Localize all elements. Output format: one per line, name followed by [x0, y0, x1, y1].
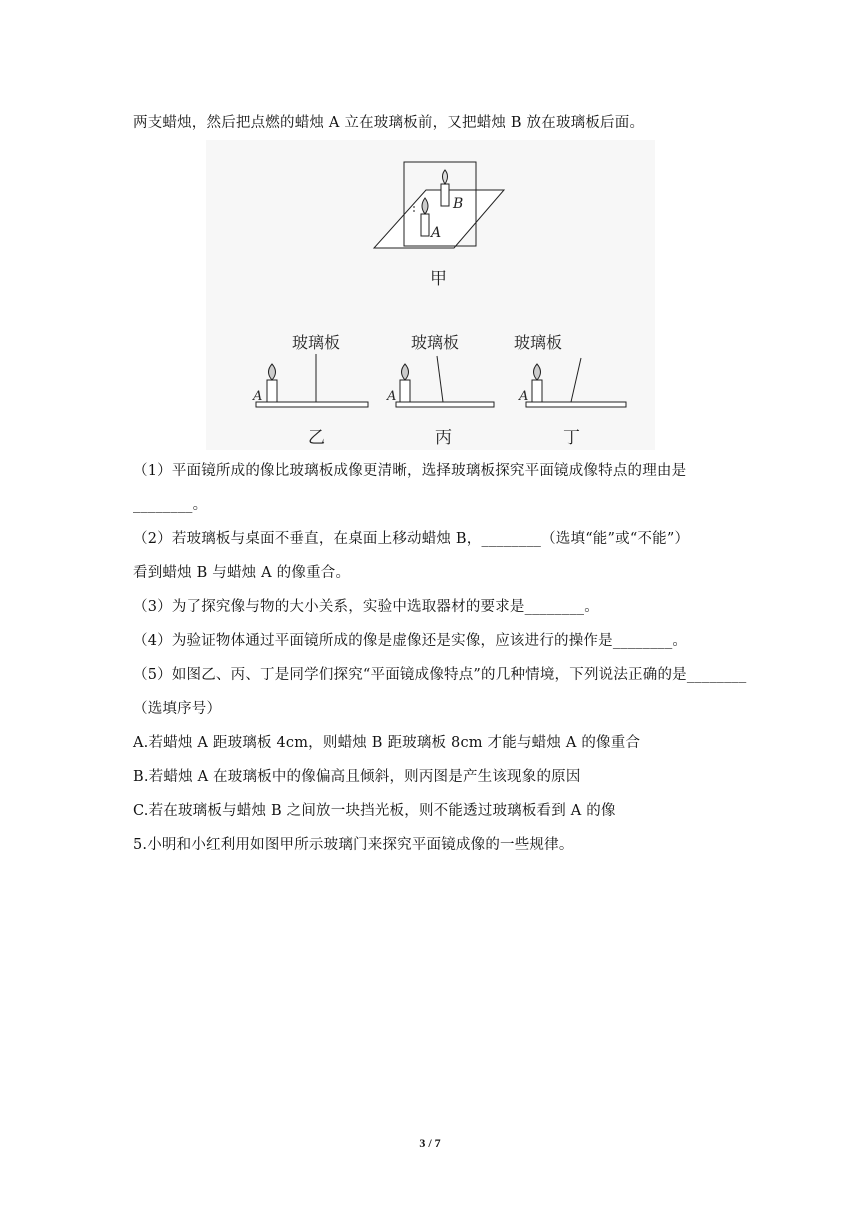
question-1-line-1: （1）平面镜所成的像比玻璃板成像更清晰，选择玻璃板探究平面镜成像特点的理由是 — [133, 463, 687, 479]
glass-label-bing: 玻璃板 — [411, 333, 460, 352]
glass-bing — [437, 356, 443, 402]
next-question: 5.小明和小红利用如图甲所示玻璃门来探究平面镜成像的一些规律。 — [133, 837, 574, 853]
table-ding — [526, 402, 626, 407]
option-a: A.若蜡烛 A 距玻璃板 4cm，则蜡烛 B 距玻璃板 8cm 才能与蜡烛 A 的像重合 — [133, 735, 641, 751]
question-1-line-2: ________。 — [133, 497, 208, 513]
question-2-line-2: 看到蜡烛 B 与蜡烛 A 的像重合。 — [133, 565, 351, 581]
question-2-line-1: （2）若玻璃板与桌面不垂直，在桌面上移动蜡烛 B，________（选填“能”或“不能”） — [133, 531, 690, 547]
page-number: 3 / 7 — [419, 1136, 441, 1150]
question-4: （4）为验证物体通过平面镜所成的像是虚像还是实像，应该进行的操作是________。 — [133, 633, 688, 649]
candle-a-ding — [532, 380, 542, 402]
table-bing — [396, 402, 494, 407]
glass-label-yi: 玻璃板 — [292, 333, 341, 352]
label-a-jia: A — [431, 225, 442, 241]
label-a-bing: A — [387, 389, 397, 404]
glass-label-ding: 玻璃板 — [514, 333, 563, 352]
glass-ding — [571, 358, 581, 402]
caption-ding: 丁 — [563, 428, 580, 448]
option-c: C.若在玻璃板与蜡烛 B 之间放一块挡光板，则不能透过玻璃板看到 A 的像 — [133, 803, 616, 819]
table-yi — [256, 402, 368, 407]
caption-jia: 甲 — [430, 269, 447, 289]
candle-b — [441, 184, 449, 206]
label-b: B — [453, 196, 464, 212]
experiment-diagram — [206, 140, 655, 450]
candle-a — [421, 214, 429, 236]
question-5-line-2: （选填序号） — [133, 701, 222, 717]
label-a-ding: A — [519, 389, 529, 404]
caption-bing: 丙 — [435, 428, 452, 448]
caption-yi: 乙 — [308, 428, 325, 448]
candle-a-yi — [267, 380, 277, 402]
label-a-yi: A — [253, 389, 263, 404]
question-5-line-1: （5）如图乙、丙、丁是同学们探究“平面镜成像特点”的几种情境，下列说法正确的是________ — [133, 667, 747, 683]
question-3: （3）为了探究像与物的大小关系，实验中选取器材的要求是________。 — [133, 599, 599, 615]
intro-text: 两支蜡烛，然后把点燃的蜡烛 A 立在玻璃板前，又把蜡烛 B 放在玻璃板后面。 — [133, 115, 645, 131]
option-b: B.若蜡烛 A 在玻璃板中的像偏高且倾斜，则丙图是产生该现象的原因 — [133, 769, 581, 785]
figure-ding — [526, 358, 626, 407]
figure-bing — [396, 356, 494, 407]
experiment-figure — [206, 140, 655, 450]
candle-a-bing — [400, 380, 410, 402]
figure-yi — [256, 354, 368, 407]
